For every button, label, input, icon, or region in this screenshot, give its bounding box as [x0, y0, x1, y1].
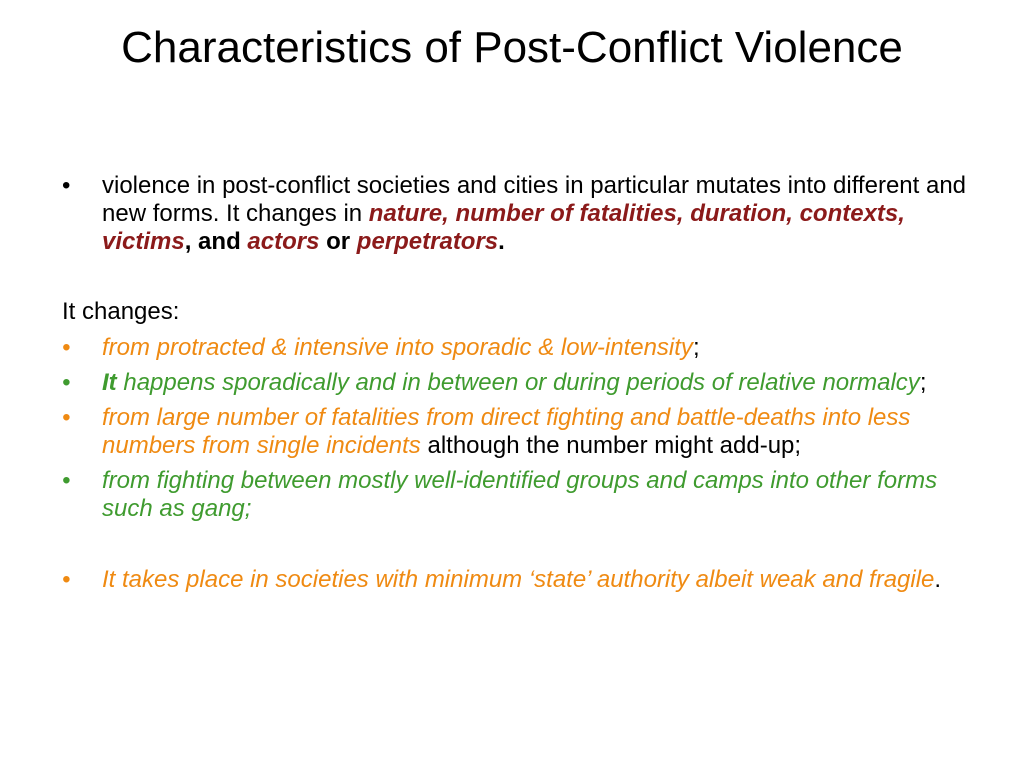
bullet-marker: •: [62, 334, 71, 361]
slide-title: Characteristics of Post-Conflict Violence: [121, 23, 903, 72]
bullet-marker: •: [62, 467, 71, 494]
change-suffix: ;: [919, 369, 927, 396]
intro-period: .: [498, 228, 505, 255]
or-connector: or: [319, 228, 357, 255]
change-item-2: [62, 369, 972, 397]
intro-leading-text: violence in post-conflict societies and cities in particular mutates into different and new forms. It changes in: [102, 172, 967, 227]
nature-term: nature: [368, 200, 443, 227]
change-text: from fighting between mostly well-identified groups and camps into other forms such as gang: [102, 467, 938, 522]
final-bullet: [62, 566, 972, 594]
bullet-marker: •: [62, 369, 71, 396]
separator-2: ,: [676, 200, 691, 227]
bullet-marker: •: [62, 404, 71, 431]
change-suffix: although the number might add-up;: [420, 432, 802, 459]
change-item-1: [62, 334, 972, 362]
actors-term: actors: [247, 228, 320, 255]
separator-1: ,: [442, 200, 456, 227]
change-suffix: ;: [244, 495, 252, 522]
contexts-term: contexts: [799, 200, 899, 227]
separator-4: ,: [898, 200, 905, 227]
intro-bullet: [62, 172, 972, 256]
victims-term: victims: [102, 228, 185, 255]
change-item-3: [62, 404, 972, 460]
change-text: happens sporadically and in between or during periods of relative normalcy: [116, 369, 920, 396]
changes-label: It changes:: [62, 298, 180, 325]
intro-text: [102, 172, 966, 255]
bullet-marker: •: [62, 566, 71, 593]
fatalities-term: number of fatalities: [455, 200, 677, 227]
change-text: from large number of fatalities from direct fighting and battle-deaths into less numbers from single incidents: [102, 404, 911, 459]
bullet-marker: •: [62, 172, 71, 199]
perpetrators-term: perpetrators: [356, 228, 499, 255]
separator-3: ,: [786, 200, 800, 227]
change-item-4: [62, 467, 972, 523]
final-suffix: .: [934, 566, 942, 593]
duration-term: duration: [690, 200, 787, 227]
and-connector: , and: [184, 228, 248, 255]
change-lead: It: [102, 369, 117, 396]
change-text: from protracted & intensive into sporadic & low-intensity: [102, 334, 693, 361]
final-text: It takes place in societies with minimum ‘state’ authority albeit weak and fragile: [102, 566, 935, 593]
change-suffix: ;: [692, 334, 700, 361]
slide-body: [62, 172, 972, 594]
